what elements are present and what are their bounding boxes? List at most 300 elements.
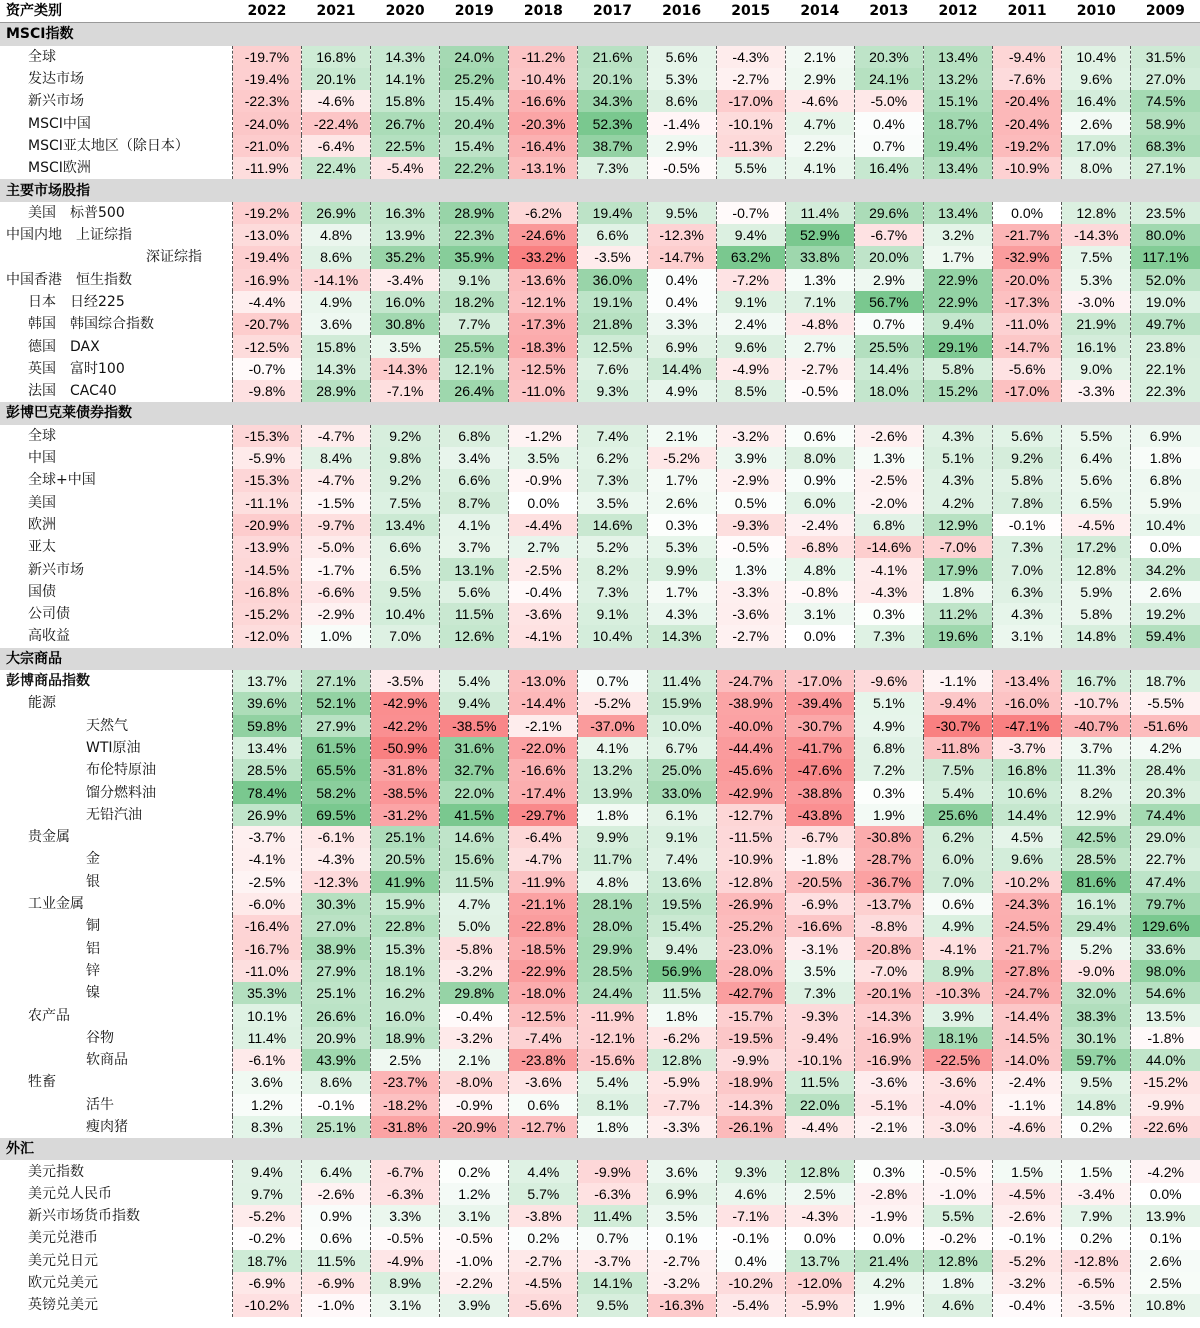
return-cell: -4.5% — [509, 1272, 578, 1294]
return-cell: -5.9% — [647, 1071, 716, 1093]
section-header-row — [0, 1138, 1200, 1160]
return-cell: 1.8% — [923, 1272, 992, 1294]
return-cell: 4.8% — [785, 558, 854, 580]
section-header-row — [0, 648, 1200, 670]
table-row — [0, 492, 1200, 514]
return-cell: -4.7% — [301, 469, 370, 491]
return-cell: 39.6% — [232, 692, 301, 714]
year-header: 2019 — [440, 0, 509, 23]
return-cell: 4.9% — [923, 915, 992, 937]
return-cell: 13.4% — [923, 202, 992, 224]
return-cell: 28.5% — [578, 960, 647, 982]
return-cell: 0.7% — [578, 670, 647, 692]
return-cell: 5.8% — [1062, 603, 1131, 625]
row-label: 全球+中国 — [28, 472, 96, 489]
return-cell: 19.4% — [923, 135, 992, 157]
return-cell: -12.0% — [232, 625, 301, 647]
return-cell: -0.2% — [232, 1227, 301, 1249]
return-cell: 33.6% — [1131, 937, 1200, 959]
row-label: 美元兑人民币 — [28, 1185, 112, 1202]
table-row — [0, 848, 1200, 870]
return-cell: -10.2% — [716, 1272, 785, 1294]
return-cell: -9.7% — [301, 514, 370, 536]
return-cell: -4.3% — [785, 1205, 854, 1227]
return-cell: 8.9% — [923, 960, 992, 982]
return-cell: 15.8% — [301, 335, 370, 357]
return-cell: 15.3% — [371, 937, 440, 959]
return-cell: 5.8% — [923, 358, 992, 380]
return-cell: 22.3% — [1131, 380, 1200, 402]
return-cell: 24.4% — [578, 982, 647, 1004]
return-cell: 18.1% — [923, 1027, 992, 1049]
return-cell: 7.1% — [785, 291, 854, 313]
return-cell: -6.7% — [785, 826, 854, 848]
return-cell: -14.0% — [993, 1049, 1062, 1071]
return-cell: -17.0% — [716, 90, 785, 112]
return-cell: 41.5% — [440, 804, 509, 826]
return-cell: -15.7% — [716, 1004, 785, 1026]
return-cell: -20.0% — [993, 269, 1062, 291]
return-cell: 0.2% — [509, 1227, 578, 1249]
return-cell: 0.2% — [440, 1160, 509, 1182]
return-cell: -4.3% — [854, 581, 923, 603]
return-cell: 30.8% — [371, 313, 440, 335]
return-cell: 26.4% — [440, 380, 509, 402]
return-cell: 68.3% — [1131, 135, 1200, 157]
table-row — [0, 1183, 1200, 1205]
return-cell: 1.2% — [440, 1183, 509, 1205]
return-cell: 25.2% — [440, 68, 509, 90]
return-cell: -13.9% — [232, 536, 301, 558]
return-cell: -14.4% — [993, 1004, 1062, 1026]
table-row — [0, 581, 1200, 603]
return-cell: 9.5% — [1062, 1071, 1131, 1093]
return-cell: 0.0% — [785, 1227, 854, 1249]
row-label: 全球 — [28, 427, 56, 444]
return-cell: 3.9% — [440, 1294, 509, 1316]
return-cell: 1.2% — [232, 1094, 301, 1116]
return-cell: -38.5% — [371, 781, 440, 803]
return-cell: -10.1% — [785, 1049, 854, 1071]
return-cell: 35.2% — [371, 246, 440, 268]
return-cell: -20.9% — [440, 1116, 509, 1138]
return-cell: -22.6% — [1131, 1116, 1200, 1138]
return-cell: 15.4% — [647, 915, 716, 937]
return-cell: -6.4% — [301, 135, 370, 157]
return-cell: 12.6% — [440, 625, 509, 647]
return-cell: -4.3% — [301, 848, 370, 870]
return-cell: -5.6% — [993, 358, 1062, 380]
return-cell: 9.6% — [993, 848, 1062, 870]
return-cell: 27.0% — [301, 915, 370, 937]
return-cell: 11.7% — [578, 848, 647, 870]
return-cell: -1.1% — [923, 670, 992, 692]
table-row — [0, 157, 1200, 179]
row-label: MSCI欧洲 — [28, 160, 91, 177]
return-cell: 6.1% — [647, 804, 716, 826]
return-cell: 3.1% — [785, 603, 854, 625]
table-row — [0, 960, 1200, 982]
return-cell: -3.4% — [1062, 1183, 1131, 1205]
return-cell: -9.3% — [785, 1004, 854, 1026]
return-cell: 10.1% — [232, 1004, 301, 1026]
return-cell: -3.2% — [440, 1027, 509, 1049]
row-label: 中国香港 恒生指数 — [6, 271, 132, 288]
return-cell: -22.8% — [509, 915, 578, 937]
return-cell: 22.9% — [923, 291, 992, 313]
row-label: 贵金属 — [28, 829, 70, 846]
return-cell: -3.5% — [371, 670, 440, 692]
year-header: 2018 — [509, 0, 578, 23]
return-cell: -30.7% — [923, 715, 992, 737]
return-cell: 29.4% — [1062, 915, 1131, 937]
return-cell: 6.8% — [854, 737, 923, 759]
return-cell: -5.5% — [1131, 692, 1200, 714]
return-cell: 3.1% — [371, 1294, 440, 1316]
return-cell: -47.1% — [993, 715, 1062, 737]
row-label: 发达市场 — [28, 71, 84, 88]
return-cell: 5.3% — [1062, 269, 1131, 291]
table-row — [0, 625, 1200, 647]
row-label: 布伦特原油 — [86, 762, 156, 779]
return-cell: -7.0% — [854, 960, 923, 982]
return-cell: 5.6% — [1062, 469, 1131, 491]
return-cell: -11.0% — [232, 960, 301, 982]
return-cell: 18.7% — [1131, 670, 1200, 692]
return-cell: -16.6% — [509, 90, 578, 112]
row-label: 欧元兑美元 — [28, 1275, 98, 1292]
return-cell: -2.5% — [854, 469, 923, 491]
return-cell: 8.9% — [371, 1272, 440, 1294]
return-cell: -3.6% — [509, 603, 578, 625]
return-cell: 3.5% — [509, 447, 578, 469]
row-label: WTI原油 — [86, 739, 141, 756]
return-cell: -2.6% — [854, 425, 923, 447]
row-label: 工业金属 — [28, 896, 84, 913]
return-cell: 6.9% — [647, 335, 716, 357]
return-cell: 25.1% — [371, 826, 440, 848]
return-cell: 22.2% — [440, 157, 509, 179]
return-cell: 8.2% — [1062, 781, 1131, 803]
return-cell: 2.7% — [509, 536, 578, 558]
return-cell: 3.6% — [232, 1071, 301, 1093]
return-cell: -6.6% — [301, 581, 370, 603]
return-cell: 27.9% — [301, 960, 370, 982]
return-cell: 28.9% — [440, 202, 509, 224]
return-cell: 1.8% — [1131, 447, 1200, 469]
return-cell: 1.8% — [578, 1116, 647, 1138]
return-cell: 5.2% — [1062, 937, 1131, 959]
return-cell: -15.6% — [578, 1049, 647, 1071]
return-cell: -1.8% — [785, 848, 854, 870]
return-cell: 7.5% — [923, 759, 992, 781]
row-label: 铜 — [86, 918, 100, 935]
return-cell: 25.0% — [647, 759, 716, 781]
return-cell: 35.9% — [440, 246, 509, 268]
return-cell: 5.6% — [440, 581, 509, 603]
return-cell: -23.7% — [371, 1071, 440, 1093]
return-cell: 16.2% — [371, 982, 440, 1004]
return-cell: -1.0% — [301, 1294, 370, 1316]
return-cell: 15.2% — [923, 380, 992, 402]
return-cell: -40.0% — [716, 715, 785, 737]
return-cell: 32.0% — [1062, 982, 1131, 1004]
return-cell: 24.0% — [440, 46, 509, 68]
return-cell: -15.2% — [1131, 1071, 1200, 1093]
return-cell: 5.9% — [1131, 492, 1200, 514]
return-cell: 9.5% — [647, 202, 716, 224]
return-cell: 8.3% — [232, 1116, 301, 1138]
return-cell: -12.3% — [647, 224, 716, 246]
return-cell: 65.5% — [301, 759, 370, 781]
return-cell: 12.5% — [578, 335, 647, 357]
return-cell: 5.3% — [647, 536, 716, 558]
return-cell: 2.6% — [1131, 1250, 1200, 1272]
return-cell: 17.0% — [1062, 135, 1131, 157]
return-cell: 6.5% — [371, 558, 440, 580]
return-cell: 2.6% — [1131, 581, 1200, 603]
return-cell: 12.8% — [785, 1160, 854, 1182]
return-cell: 13.4% — [371, 514, 440, 536]
return-cell: 2.1% — [785, 46, 854, 68]
row-label: 能源 — [28, 695, 56, 712]
return-cell: -6.0% — [232, 893, 301, 915]
return-cell: 7.0% — [923, 871, 992, 893]
return-cell: 42.5% — [1062, 826, 1131, 848]
return-cell: 5.7% — [509, 1183, 578, 1205]
return-cell: 5.4% — [440, 670, 509, 692]
return-cell: -18.0% — [509, 982, 578, 1004]
return-cell: 54.6% — [1131, 982, 1200, 1004]
return-cell: -0.1% — [993, 1227, 1062, 1249]
return-cell: 9.5% — [371, 581, 440, 603]
return-cell: 0.3% — [854, 603, 923, 625]
return-cell: -5.4% — [716, 1294, 785, 1316]
return-cell: 20.1% — [578, 68, 647, 90]
return-cell: -3.3% — [1062, 380, 1131, 402]
return-cell: 3.9% — [716, 447, 785, 469]
return-cell: -14.3% — [716, 1094, 785, 1116]
return-cell: -14.3% — [1062, 224, 1131, 246]
return-cell: 3.6% — [301, 313, 370, 335]
return-cell: 6.7% — [647, 737, 716, 759]
row-label: 馏分燃料油 — [86, 784, 156, 801]
return-cell: -19.4% — [232, 246, 301, 268]
return-cell: 25.1% — [301, 982, 370, 1004]
return-cell: -3.6% — [509, 1071, 578, 1093]
return-cell: 30.1% — [1062, 1027, 1131, 1049]
return-cell: 6.4% — [1062, 447, 1131, 469]
year-header: 2012 — [923, 0, 992, 23]
return-cell: 14.1% — [578, 1272, 647, 1294]
table-row — [0, 781, 1200, 803]
row-label: 公司债 — [28, 606, 70, 623]
return-cell: -7.6% — [993, 68, 1062, 90]
table-row — [0, 1094, 1200, 1116]
return-cell: -12.5% — [232, 335, 301, 357]
return-cell: -1.9% — [854, 1205, 923, 1227]
return-cell: 98.0% — [1131, 960, 1200, 982]
return-cell: 47.4% — [1131, 871, 1200, 893]
return-cell: 7.3% — [785, 982, 854, 1004]
return-cell: 10.4% — [578, 625, 647, 647]
table-row — [0, 335, 1200, 357]
return-cell: -14.4% — [509, 692, 578, 714]
return-cell: 15.1% — [923, 90, 992, 112]
return-cell: -36.7% — [854, 871, 923, 893]
return-cell: -3.2% — [993, 1272, 1062, 1294]
return-cell: -14.5% — [232, 558, 301, 580]
row-label: 美元兑日元 — [28, 1252, 98, 1269]
return-cell: 5.5% — [716, 157, 785, 179]
table-row — [0, 380, 1200, 402]
return-cell: 25.6% — [923, 804, 992, 826]
return-cell: 28.0% — [578, 915, 647, 937]
return-cell: -4.4% — [232, 291, 301, 313]
return-cell: 44.0% — [1131, 1049, 1200, 1071]
return-cell: 16.7% — [1062, 670, 1131, 692]
return-cell: -4.1% — [509, 625, 578, 647]
return-cell: -16.6% — [785, 915, 854, 937]
return-cell: 11.4% — [647, 670, 716, 692]
table-row — [0, 425, 1200, 447]
return-cell: -6.9% — [301, 1272, 370, 1294]
table-row — [0, 1071, 1200, 1093]
return-cell: 0.1% — [1131, 1227, 1200, 1249]
return-cell: 6.4% — [301, 1160, 370, 1182]
return-cell: -4.6% — [993, 1116, 1062, 1138]
table-row — [0, 358, 1200, 380]
section-label: MSCI指数 — [0, 23, 1200, 46]
return-cell: 1.0% — [301, 625, 370, 647]
return-cell: -19.2% — [232, 202, 301, 224]
return-cell: 2.9% — [647, 135, 716, 157]
return-cell: 27.1% — [1131, 157, 1200, 179]
table-row — [0, 224, 1200, 246]
return-cell: 6.9% — [647, 1183, 716, 1205]
return-cell: -31.8% — [371, 759, 440, 781]
return-cell: 117.1% — [1131, 246, 1200, 268]
return-cell: 12.9% — [923, 514, 992, 536]
return-cell: 12.8% — [1062, 202, 1131, 224]
table-row — [0, 246, 1200, 268]
return-cell: 31.6% — [440, 737, 509, 759]
section-header-row — [0, 23, 1200, 46]
row-label: 农产品 — [28, 1007, 70, 1024]
return-cell: -1.8% — [1131, 1027, 1200, 1049]
return-cell: 9.4% — [440, 692, 509, 714]
return-cell: 9.4% — [647, 937, 716, 959]
return-cell: 13.4% — [923, 157, 992, 179]
return-cell: -16.8% — [232, 581, 301, 603]
return-cell: -0.2% — [923, 1227, 992, 1249]
return-cell: 9.4% — [923, 313, 992, 335]
return-cell: 2.5% — [1131, 1272, 1200, 1294]
year-header: 2020 — [371, 0, 440, 23]
return-cell: -10.7% — [1062, 692, 1131, 714]
return-cell: -1.4% — [647, 112, 716, 134]
return-cell: 10.4% — [1131, 514, 1200, 536]
return-cell: -20.7% — [232, 313, 301, 335]
return-cell: 2.5% — [785, 1183, 854, 1205]
return-cell: -4.6% — [301, 90, 370, 112]
return-cell: 3.9% — [923, 1004, 992, 1026]
return-cell: -3.7% — [232, 826, 301, 848]
return-cell: 3.5% — [785, 960, 854, 982]
return-cell: 2.9% — [854, 269, 923, 291]
return-cell: -5.4% — [371, 157, 440, 179]
return-cell: 33.8% — [785, 246, 854, 268]
return-cell: -6.4% — [509, 826, 578, 848]
return-cell: -3.2% — [647, 1272, 716, 1294]
return-cell: 29.1% — [923, 335, 992, 357]
return-cell: 9.5% — [578, 1294, 647, 1316]
return-cell: 27.0% — [1131, 68, 1200, 90]
return-cell: 11.5% — [440, 603, 509, 625]
return-cell: 12.8% — [923, 1250, 992, 1272]
return-cell: 20.5% — [371, 848, 440, 870]
table-row — [0, 202, 1200, 224]
return-cell: 10.8% — [1131, 1294, 1200, 1316]
row-label: 全球 — [28, 48, 56, 65]
return-cell: -2.8% — [854, 1183, 923, 1205]
return-cell: -8.0% — [440, 1071, 509, 1093]
return-cell: 25.5% — [440, 335, 509, 357]
return-cell: -42.7% — [716, 982, 785, 1004]
return-cell: 29.0% — [1131, 826, 1200, 848]
return-cell: 3.5% — [371, 335, 440, 357]
header-label: 资产类别 — [0, 0, 232, 23]
return-cell: 8.0% — [1062, 157, 1131, 179]
return-cell: -18.2% — [371, 1094, 440, 1116]
row-label: 日本 日经225 — [28, 294, 125, 310]
return-cell: -4.3% — [716, 46, 785, 68]
return-cell: 10.4% — [371, 603, 440, 625]
return-cell: 25.1% — [301, 1116, 370, 1138]
return-cell: 13.1% — [440, 558, 509, 580]
return-cell: -30.8% — [854, 826, 923, 848]
return-cell: 4.3% — [993, 603, 1062, 625]
return-cell: 32.7% — [440, 759, 509, 781]
return-cell: 38.3% — [1062, 1004, 1131, 1026]
return-cell: -16.4% — [509, 135, 578, 157]
return-cell: 2.5% — [371, 1049, 440, 1071]
return-cell: -9.4% — [993, 46, 1062, 68]
section-label: 主要市场股指 — [0, 179, 1200, 201]
return-cell: -14.5% — [993, 1027, 1062, 1049]
return-cell: -1.1% — [993, 1094, 1062, 1116]
return-cell: -13.6% — [509, 269, 578, 291]
table-row — [0, 692, 1200, 714]
return-cell: 0.0% — [509, 492, 578, 514]
return-cell: -12.8% — [1062, 1250, 1131, 1272]
return-cell: 4.3% — [923, 425, 992, 447]
return-cell: -10.9% — [993, 157, 1062, 179]
return-cell: -7.1% — [371, 380, 440, 402]
return-cell: -4.1% — [923, 937, 992, 959]
return-cell: 11.5% — [301, 1250, 370, 1272]
return-cell: 2.6% — [647, 492, 716, 514]
row-label: 欧洲 — [28, 516, 56, 533]
return-cell: -43.8% — [785, 804, 854, 826]
return-cell: 13.7% — [785, 1250, 854, 1272]
return-cell: -0.7% — [232, 358, 301, 380]
return-cell: 1.8% — [578, 804, 647, 826]
return-cell: 14.6% — [440, 826, 509, 848]
return-cell: -42.9% — [371, 692, 440, 714]
return-cell: 2.9% — [785, 68, 854, 90]
return-cell: -20.4% — [993, 112, 1062, 134]
